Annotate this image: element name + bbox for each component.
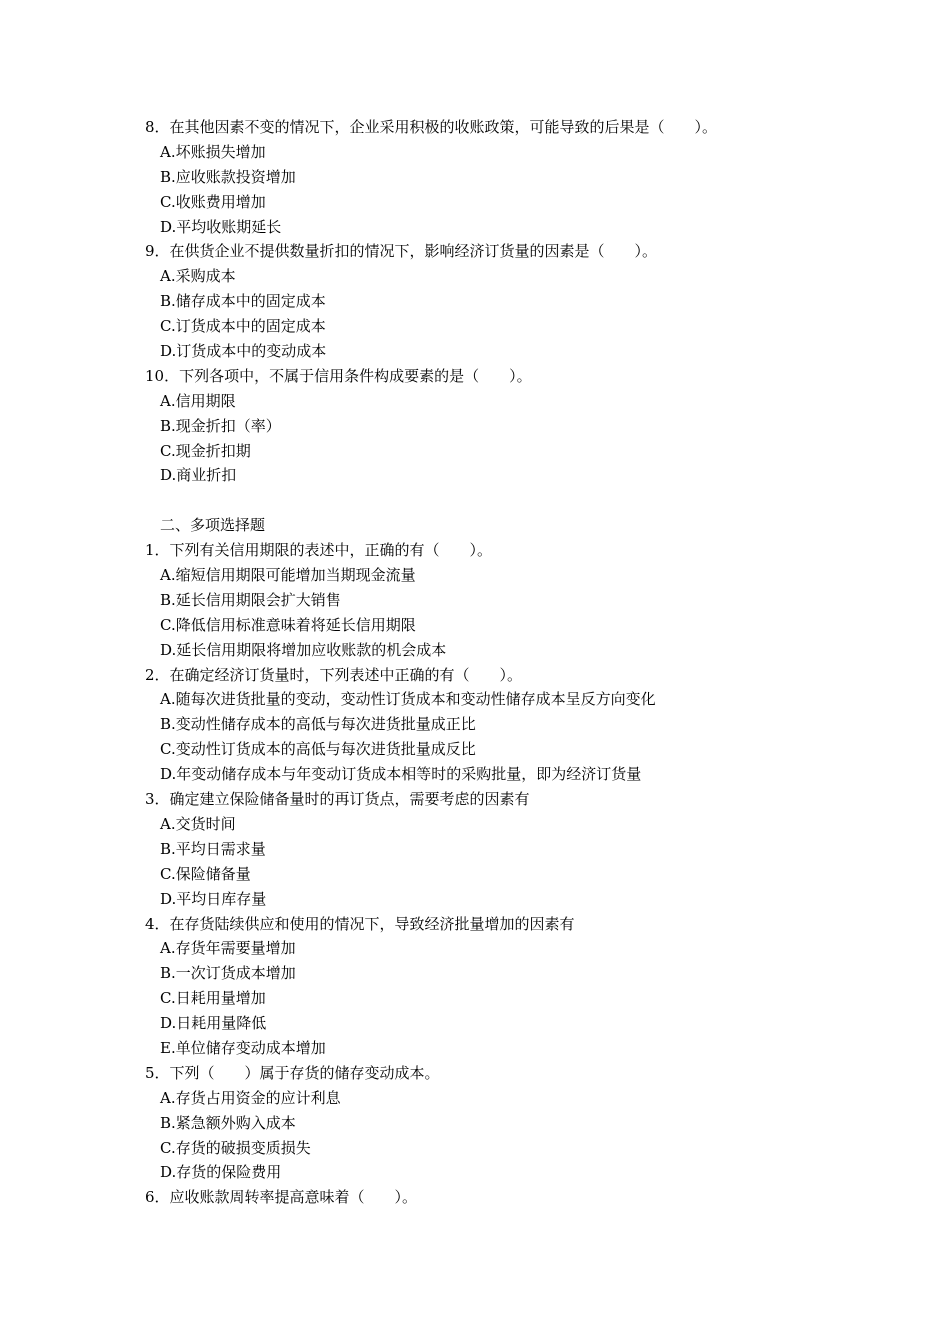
- option-c: C.降低信用标准意味着将延长信用期限: [160, 615, 416, 634]
- document-page: [0, 115, 950, 1210]
- section-title: 二、多项选择题: [160, 516, 266, 535]
- option-d: D.年变动储存成本与年变动订货成本相等时的采购批量，即为经济订货量: [160, 765, 642, 784]
- question-stem: 5．下列（ ）属于存货的储存变动成本。: [145, 1063, 440, 1082]
- option-b: B.应收账款投资增加: [160, 167, 296, 186]
- blank-line: [0, 488, 950, 513]
- question-10: [0, 364, 950, 488]
- option-b: B.储存成本中的固定成本: [160, 292, 326, 311]
- mc-question-6: [0, 1185, 950, 1210]
- option-c: C.收账费用增加: [160, 192, 266, 211]
- option-b: B.现金折扣（率）: [160, 416, 281, 435]
- question-8: [0, 115, 950, 239]
- option-a: A.缩短信用期限可能增加当期现金流量: [160, 566, 416, 585]
- mc-question-5: [0, 1061, 950, 1185]
- question-stem: 10．下列各项中，不属于信用条件构成要素的是（ ）。: [145, 366, 532, 385]
- question-stem: 1．下列有关信用期限的表述中，正确的有（ ）。: [145, 541, 493, 560]
- option-d: D.延长信用期限将增加应收账款的机会成本: [160, 640, 447, 659]
- question-9: [0, 239, 950, 363]
- option-d: D.日耗用量降低: [160, 1014, 267, 1033]
- mc-question-3: [0, 787, 950, 911]
- option-c: C.变动性订货成本的高低与每次进货批量成反比: [160, 740, 476, 759]
- option-b: B.紧急额外购入成本: [160, 1113, 296, 1132]
- option-c: C.存货的破损变质损失: [160, 1138, 311, 1157]
- question-stem: 3．确定建立保险储备量时的再订货点，需要考虑的因素有: [145, 790, 530, 809]
- mc-question-2: [0, 663, 950, 787]
- option-d: D.商业折扣: [160, 466, 237, 485]
- mc-question-4: [0, 912, 950, 1061]
- question-stem: 8．在其他因素不变的情况下，企业采用积极的收账政策，可能导致的后果是（ ）。: [145, 118, 718, 136]
- option-d: D.平均收账期延长: [160, 217, 282, 236]
- option-b: B.延长信用期限会扩大销售: [160, 590, 341, 609]
- mc-question-1: [0, 538, 950, 662]
- option-b: B.一次订货成本增加: [160, 964, 296, 983]
- option-b: B.变动性储存成本的高低与每次进货批量成正比: [160, 715, 476, 734]
- question-stem: 2．在确定经济订货量时，下列表述中正确的有（ ）。: [145, 665, 523, 684]
- question-stem: 6．应收账款周转率提高意味着（ ）。: [145, 1188, 418, 1207]
- option-b: B.平均日需求量: [160, 839, 266, 858]
- option-d: D.存货的保险费用: [160, 1163, 282, 1182]
- option-a: A.存货占用资金的应计利息: [160, 1088, 341, 1107]
- option-a: A.交货时间: [160, 814, 236, 833]
- question-stem: 4．在存货陆续供应和使用的情况下，导致经济批量增加的因素有: [145, 914, 575, 933]
- option-d: D.订货成本中的变动成本: [160, 342, 327, 361]
- option-c: C.保险储备量: [160, 864, 251, 883]
- option-a: A.存货年需要量增加: [160, 939, 296, 958]
- option-c: C.现金折扣期: [160, 441, 251, 460]
- option-a: A.信用期限: [160, 391, 236, 410]
- question-stem: 9．在供货企业不提供数量折扣的情况下，影响经济订货量的因素是（ ）。: [145, 242, 658, 261]
- option-c: C.日耗用量增加: [160, 989, 266, 1008]
- option-c: C.订货成本中的固定成本: [160, 317, 326, 336]
- option-a: A.随每次进货批量的变动，变动性订货成本和变动性储存成本呈反方向变化: [160, 690, 656, 709]
- option-e: E.单位储存变动成本增加: [160, 1038, 326, 1057]
- option-a: A.采购成本: [160, 267, 236, 286]
- option-d: D.平均日库存量: [160, 889, 267, 908]
- option-a: A.坏账损失增加: [160, 142, 266, 161]
